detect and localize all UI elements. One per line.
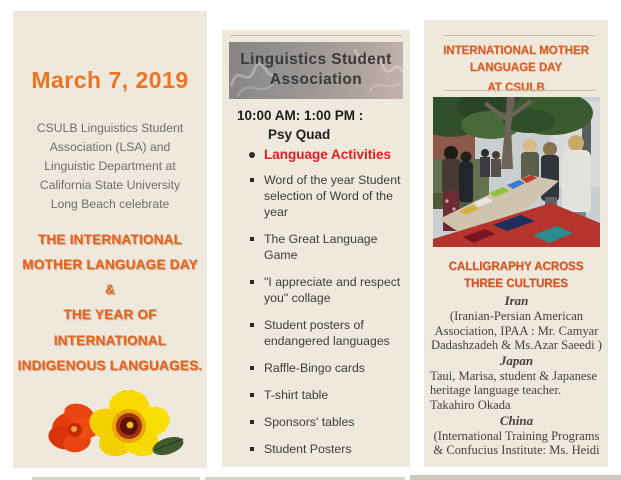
panel-title-line: INTERNATIONAL MOTHER [443,45,589,57]
headline-line: MOTHER LANGUAGE DAY [22,256,198,272]
country-heading-japan: Japan [499,352,534,368]
headline-line: INTERNATIONAL [53,332,167,348]
activity-item: Word of the year Student selection of Word of the year [249,173,401,221]
event-headline [13,227,207,379]
divider-line [444,90,595,91]
hibiscus-flowers-graphic [37,376,197,464]
activity-item: Sponsors' tables [249,415,401,431]
divider-line [230,35,402,36]
activities-category [249,147,391,162]
headline-line: INDIGENOUS LANGUAGES. [17,357,203,373]
headline-line: THE YEAR OF [63,307,157,323]
bullet-dot-icon [249,152,255,158]
activity-item: Raffle-Bingo cards [249,361,401,377]
activity-item: "I appreciate and respect you" collage [249,275,401,307]
panel-title [424,43,608,97]
brochure-panel-middle [222,30,410,467]
activity-item: T-shirt table [249,388,401,404]
next-page-edge [410,475,621,480]
panel-title-line: AT CSULB [487,82,545,95]
activity-item: The Great Language Game [249,232,401,264]
country-heading-iran: Iran [504,293,529,308]
calligraphy-section-title: CALLIGRAPHY ACROSS THREE CULTURES [448,261,584,291]
brochure-panel-right [424,20,608,467]
brochure-panel-left [13,11,207,468]
divider-line [444,35,595,36]
event-photo-graphic [433,97,600,247]
culture-detail-japan: Taui, Marisa, student & Japanese heritage language teacher. Takahiro Okada [430,368,597,412]
activity-item: Student posters of endangered languages [249,318,401,350]
activities-category-label: Language Activities [264,147,392,162]
event-time: 10:00 AM: 1:00 PM : [237,108,364,123]
banner-title: Linguistics Student Association [240,51,392,89]
activity-list [249,173,401,469]
intro-paragraph: CSULB Linguistics Student Association (LSA) and Linguistic Department at California State University Long Beach celebrate [36,121,184,211]
activity-item: Student Posters [249,442,401,458]
event-location: Psy Quad [268,127,331,142]
panel-title-line: LANGUAGE DAY [469,61,563,74]
headline-line: THE INTERNATIONAL [37,231,183,247]
country-heading-china: China [499,412,534,428]
hibiscus-flowers-image [37,376,197,464]
culture-detail-china: (International Training Programs & Confucius Institute: Ms. Heidi [433,428,600,458]
cultures-section [430,293,603,458]
event-date: March 7, 2019 [31,67,189,93]
event-photo [433,97,600,247]
headline-line: & [104,282,116,298]
culture-detail-iran: (Iranian-Persian American Association, IPAA : Mr. Camyar Dadashzadeh & Ms.Azar Saeedi ) [431,309,602,353]
lsa-banner-image [229,42,403,99]
